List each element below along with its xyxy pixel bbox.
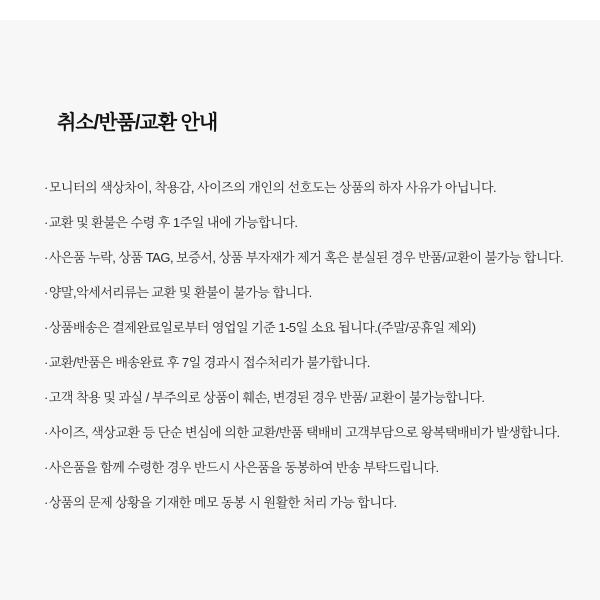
notice-list-item [44,275,600,310]
notice-item-text: 상품배송은 결제완료일로부터 영업일 기준 1-5일 소요 됩니다.(주말/공휴일 제외) [48,320,476,335]
notice-list-item [44,380,600,415]
notice-item-text: 사은품을 함께 수령한 경우 반드시 사은품을 동봉하여 반송 부탁드립니다. [48,460,439,475]
notice-item-text: 상품의 문제 상황을 기재한 메모 동봉 시 원활한 처리 가능 합니다. [48,495,397,510]
bullet-dot: · [44,250,48,265]
notice-list-item [44,170,600,205]
notice-item-text: 사은품 누락, 상품 TAG, 보증서, 상품 부자재가 제거 혹은 분실된 경우 반품/교환이 불가능 합니다. [48,250,564,265]
notice-panel [0,20,600,600]
notice-item-text: 사이즈, 색상교환 등 단순 변심에 의한 교환/반품 택배비 고객부담으로 왕복택배비가 발생합니다. [48,425,560,440]
bullet-dot: · [44,285,48,300]
notice-item-text: 모니터의 색상차이, 착용감, 사이즈의 개인의 선호도는 상품의 하자 사유가 아닙니다. [48,180,497,195]
top-white-strip [0,0,600,20]
bullet-dot: · [44,180,48,195]
notice-list-item [44,485,600,520]
notice-list-item [44,310,600,345]
notice-title: 취소/반품/교환 안내 [57,112,218,134]
bullet-dot: · [44,390,48,405]
bullet-dot: · [44,460,48,475]
bullet-dot: · [44,355,48,370]
bullet-dot: · [44,495,48,510]
bullet-dot: · [44,425,48,440]
notice-list-item [44,240,600,275]
notice-item-text: 양말,악세서리류는 교환 및 환불이 불가능 합니다. [48,285,312,300]
bullet-dot: · [44,320,48,335]
bullet-dot: · [44,215,48,230]
notice-item-text: 교환/반품은 배송완료 후 7일 경과시 접수처리가 불가합니다. [48,355,370,370]
notice-item-text: 고객 착용 및 과실 / 부주의로 상품이 훼손, 변경된 경우 반품/ 교환이 불가능합니다. [48,390,485,405]
notice-list-item [44,345,600,380]
notice-item-text: 교환 및 환불은 수령 후 1주일 내에 가능합니다. [48,215,298,230]
notice-list [44,170,600,520]
notice-list-item [44,450,600,485]
notice-list-item [44,415,600,450]
notice-list-item [44,205,600,240]
